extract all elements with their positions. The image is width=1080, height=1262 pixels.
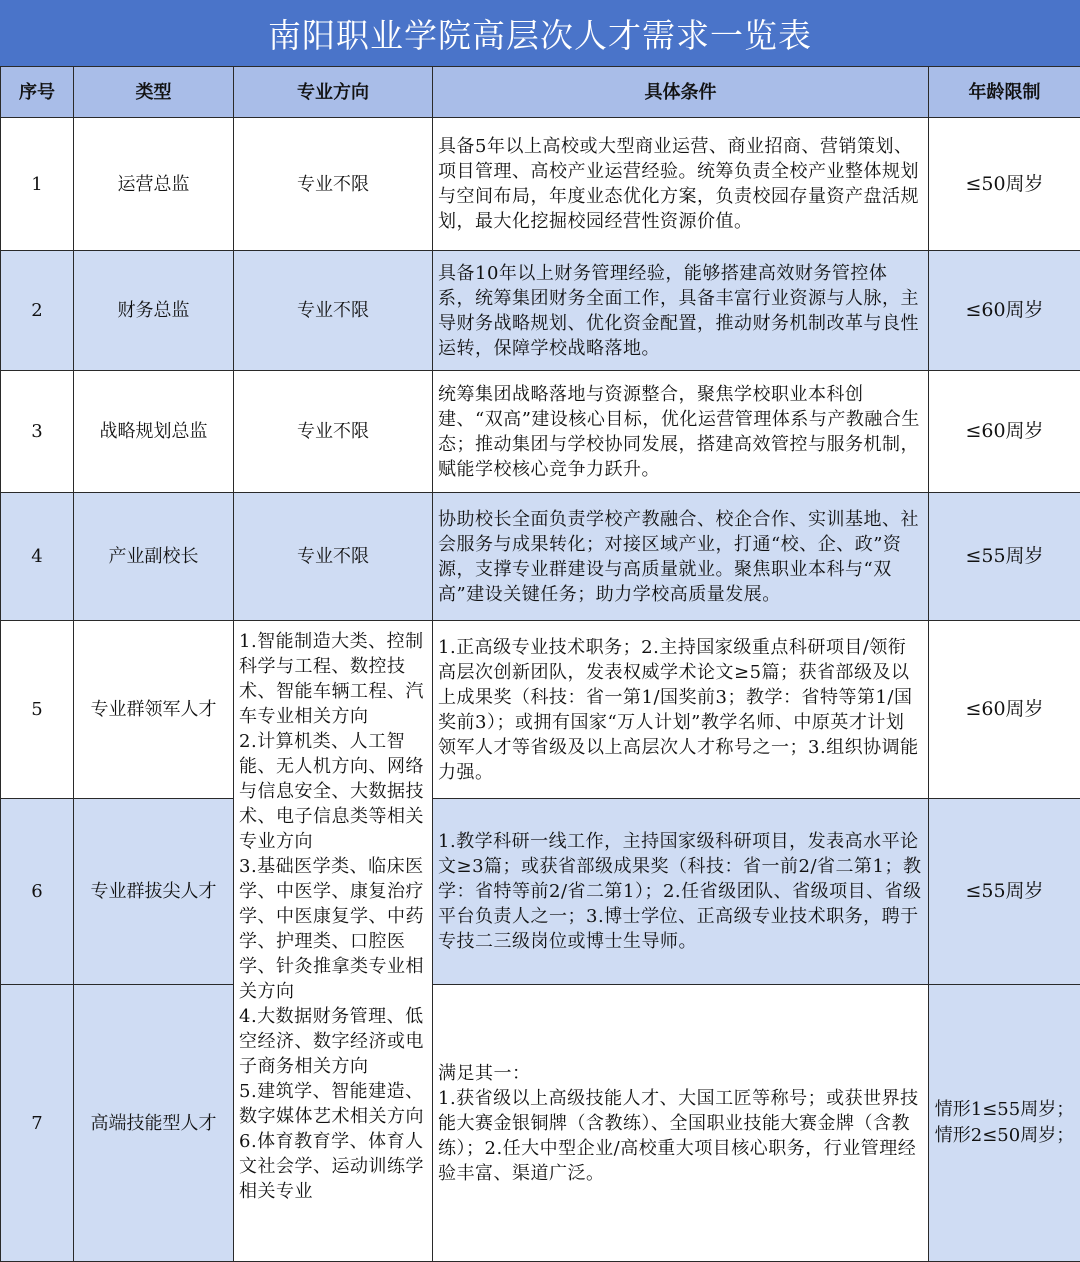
row-2-no: 2: [1, 251, 74, 371]
row-3-no: 3: [1, 371, 74, 493]
row-2-major: 专业不限: [234, 251, 433, 371]
col-header-type: 类型: [74, 67, 234, 118]
row-7-age: 情形1≤55周岁；情形2≤50周岁；: [929, 985, 1080, 1262]
row-7-no: 7: [1, 985, 74, 1262]
row-3-major: 专业不限: [234, 371, 433, 493]
row-4-age: ≤55周岁: [929, 493, 1080, 621]
row-6-no: 6: [1, 799, 74, 985]
row-6-age: ≤55周岁: [929, 799, 1080, 985]
col-header-major: 专业方向: [234, 67, 433, 118]
row-1-no: 1: [1, 118, 74, 251]
row-4-conditions: 协助校长全面负责学校产教融合、校企合作、实训基地、社会服务与成果转化；对接区域产业，打通“校、企、政”资源，支撑专业群建设与高质量就业。聚焦职业本科与“双高”建设关键任务；助力学校高质量发展。: [433, 493, 929, 621]
row-2-type: 财务总监: [74, 251, 234, 371]
talent-table: [0, 66, 1080, 1262]
row-2-age: ≤60周岁: [929, 251, 1080, 371]
row-2-conditions: 具备10年以上财务管理经验，能够搭建高效财务管控体系，统筹集团财务全面工作，具备丰富行业资源与人脉，主导财务战略规划、优化资金配置，推动财务机制改革与良性运转，保障学校战略落地。: [433, 251, 929, 371]
col-header-conditions: 具体条件: [433, 67, 929, 118]
row-7-conditions: 满足其一： 1.获省级以上高级技能人才、大国工匠等称号；或获世界技能大赛金银铜牌（含教练）、全国职业技能大赛金牌（含教练）；2.任大中型企业/高校重大项目核心职务，行业管理经验丰富、渠道广泛。: [433, 985, 929, 1262]
row-6-type: 专业群拔尖人才: [74, 799, 234, 985]
row-7-type: 高端技能型人才: [74, 985, 234, 1262]
row-3-conditions: 统筹集团战略落地与资源整合，聚焦学校职业本科创建、“双高”建设核心目标，优化运营管理体系与产教融合生态；推动集团与学校协同发展，搭建高效管控与服务机制，赋能学校核心竞争力跃升。: [433, 371, 929, 493]
row-4-type: 产业副校长: [74, 493, 234, 621]
row-3-type: 战略规划总监: [74, 371, 234, 493]
row-5-no: 5: [1, 621, 74, 799]
row-5-age: ≤60周岁: [929, 621, 1080, 799]
row-5-type: 专业群领军人才: [74, 621, 234, 799]
shared-major-directions: 1.智能制造大类、控制科学与工程、数控技术、智能车辆工程、汽车专业相关方向 2.计算机类、人工智能、无人机方向、网络与信息安全、大数据技术、电子信息类等相关专业方向 3.基础医学类、临床医学、中医学、康复治疗学、中医康复学、中药学、护理类、口腔医学、针灸推拿类专业相关方向 4.大数据财务管理、低空经济、数字经济或电子商务相关方向 5.建筑学、智能建造、数字媒体艺术相关方向 6.体育教育学、体育人文社会学、运动训练学相关专业: [234, 621, 433, 1262]
col-header-no: 序号: [1, 67, 74, 118]
row-5-conditions: 1.正高级专业技术职务；2.主持国家级重点科研项目/领衔高层次创新团队，发表权威学术论文≥5篇；获省部级及以上成果奖（科技：省一第1/国奖前3；教学：省特等第1/国奖前3）；或拥有国家“万人计划”教学名师、中原英才计划领军人才等省级及以上高层次人才称号之一；3.组织协调能力强。: [433, 621, 929, 799]
row-1-conditions: 具备5年以上高校或大型商业运营、商业招商、营销策划、项目管理、高校产业运营经验。统筹负责全校产业整体规划与空间布局，年度业态优化方案，负责校园存量资产盘活规划，最大化挖掘校园经营性资源价值。: [433, 118, 929, 251]
row-1-type: 运营总监: [74, 118, 234, 251]
page-title: 南阳职业学院高层次人才需求一览表: [0, 0, 1080, 66]
row-4-no: 4: [1, 493, 74, 621]
row-4-major: 专业不限: [234, 493, 433, 621]
row-1-age: ≤50周岁: [929, 118, 1080, 251]
row-6-conditions: 1.教学科研一线工作，主持国家级科研项目，发表高水平论文≥3篇；或获省部级成果奖（科技：省一前2/省二第1；教学：省特等前2/省二第1）；2.任省级团队、省级项目、省级平台负责人之一；3.博士学位、正高级专业技术职务，聘于专技二三级岗位或博士生导师。: [433, 799, 929, 985]
row-3-age: ≤60周岁: [929, 371, 1080, 493]
row-1-major: 专业不限: [234, 118, 433, 251]
col-header-age: 年龄限制: [929, 67, 1080, 118]
